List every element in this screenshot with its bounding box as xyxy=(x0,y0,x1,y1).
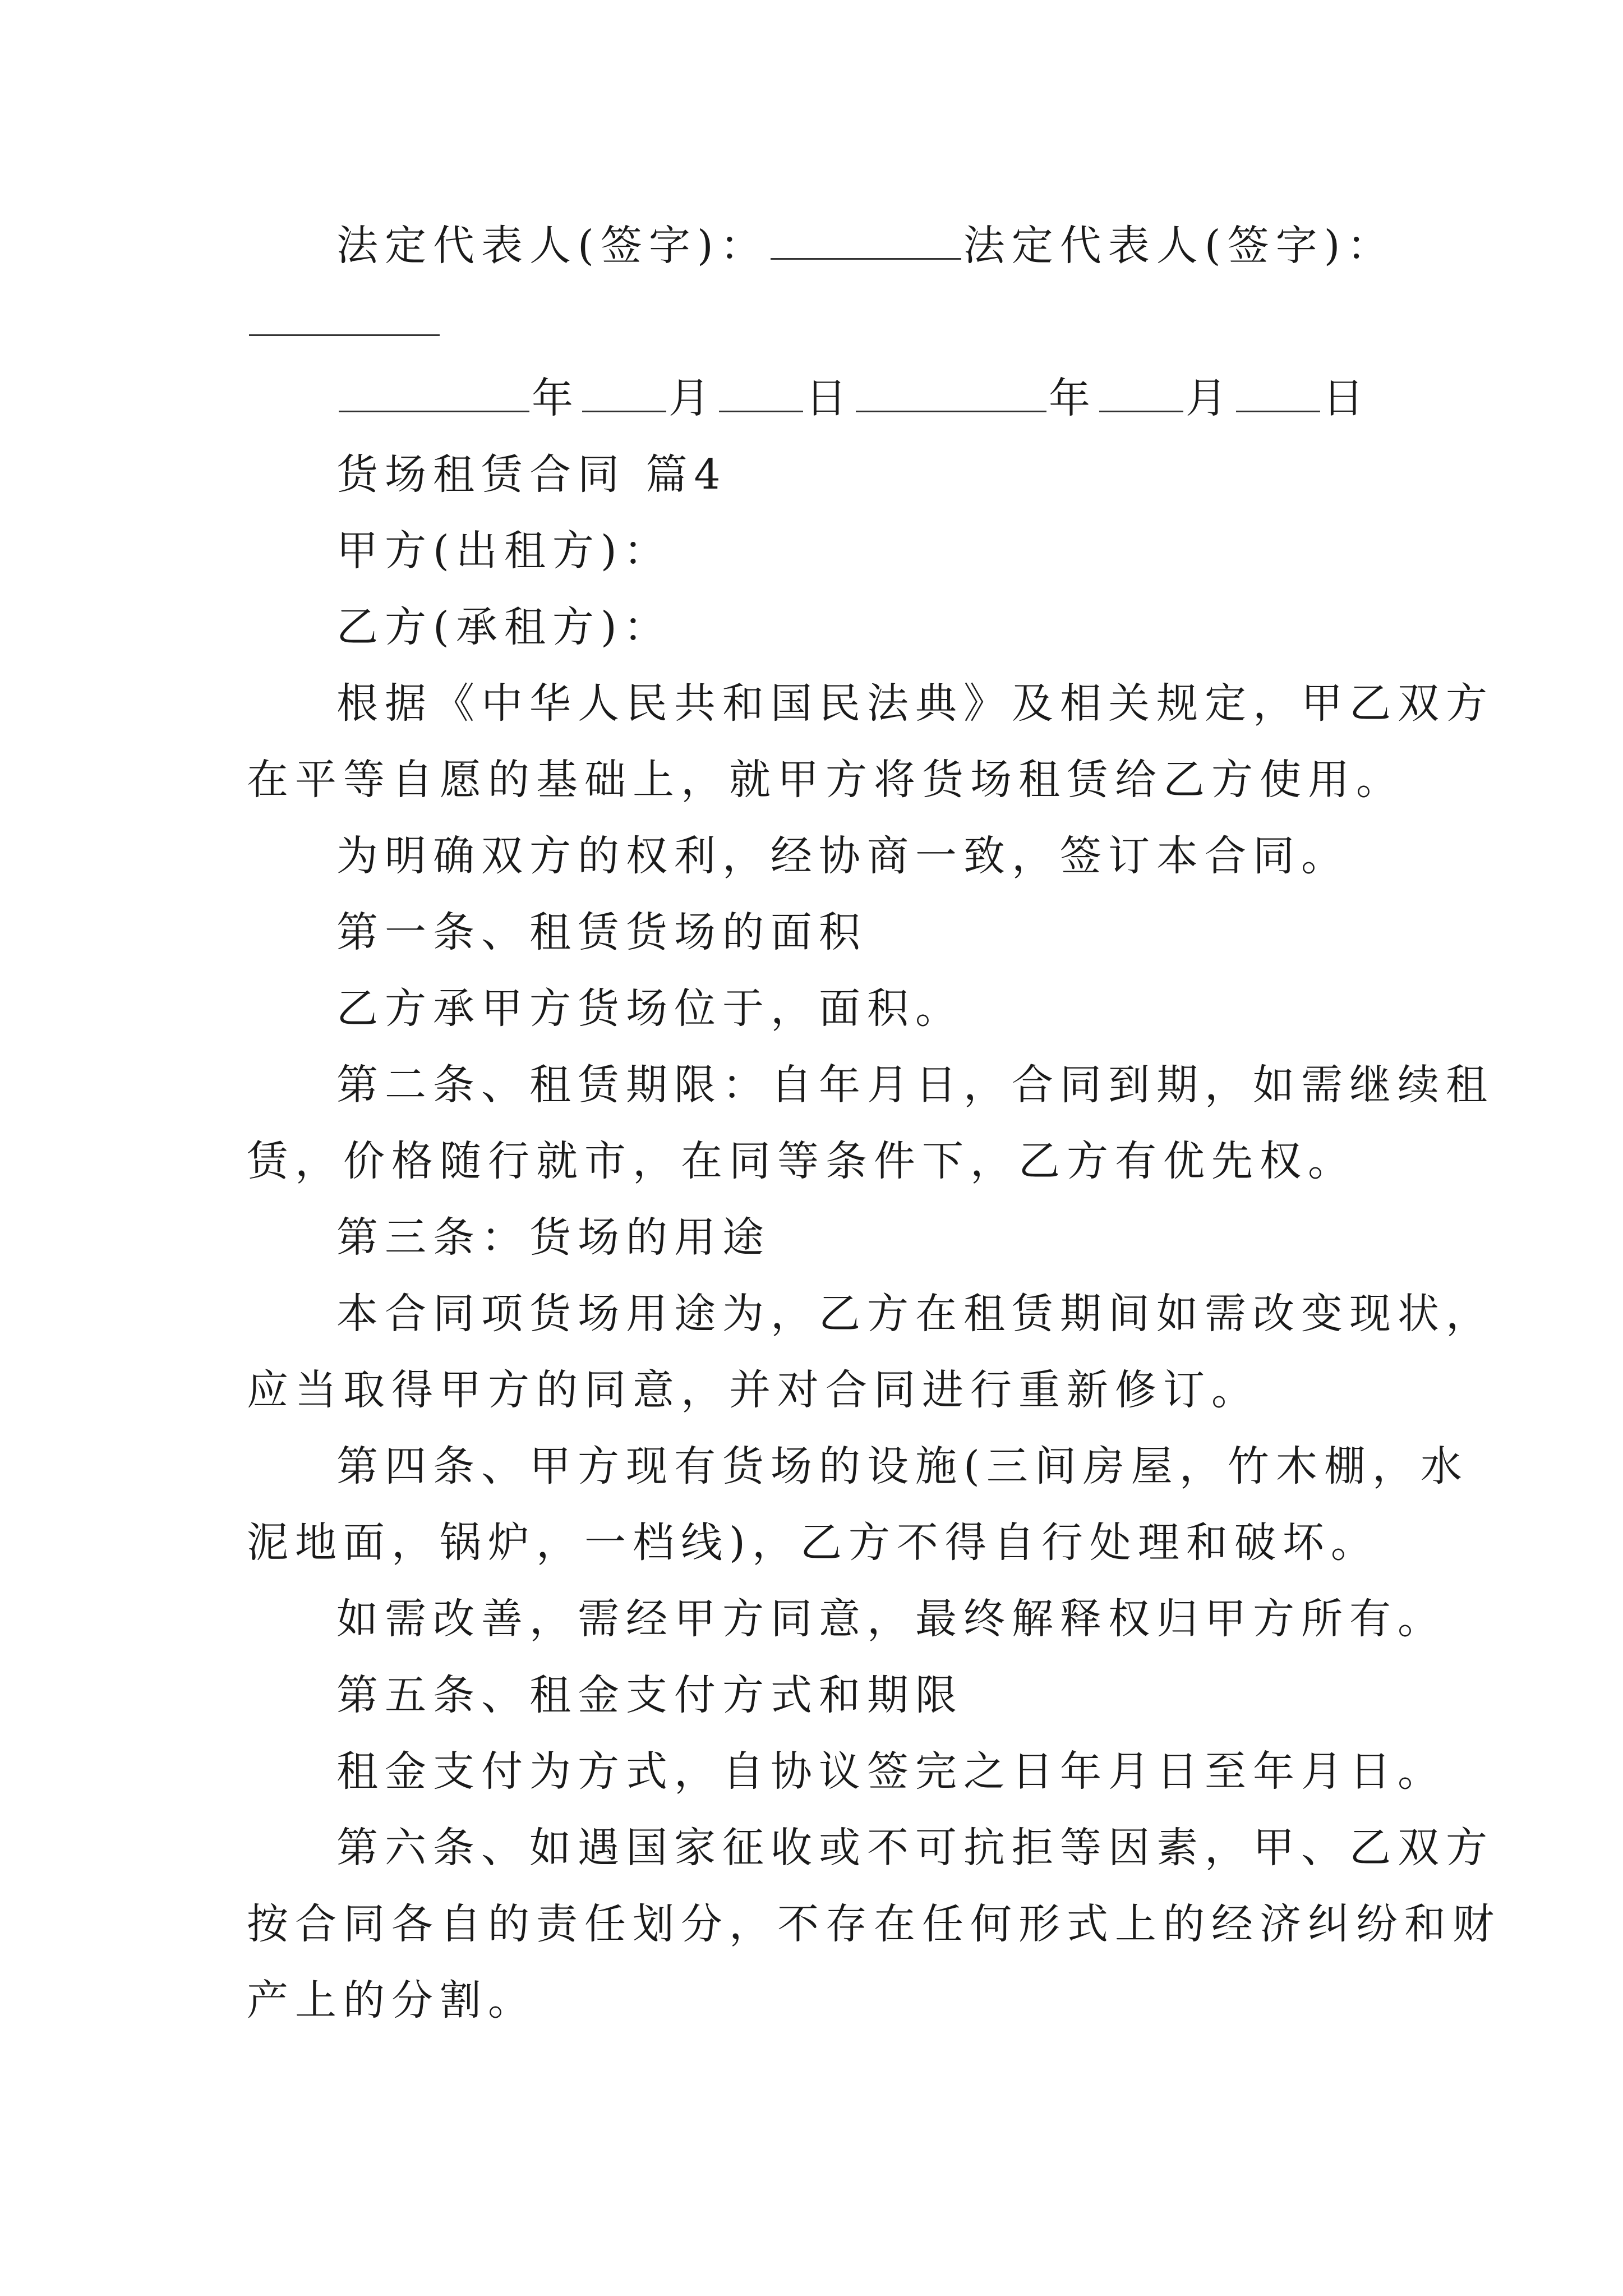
article-1-title: 第一条、租赁货场的面积 xyxy=(336,908,867,956)
date-b-year-label: 年 xyxy=(1049,374,1097,422)
article-3-title: 第三条：货场的用途 xyxy=(336,1213,771,1262)
paragraph-1-line-2: 在平等自愿的基础上，就甲方将货场租赁给乙方使用。 xyxy=(247,756,1404,804)
signature-label-party-a: 法定代表人(签字)： xyxy=(336,222,768,270)
article-5-title: 第五条、租金支付方式和期限 xyxy=(336,1671,963,1719)
article-6-line-2: 按合同各自的责任划分，不存在任何形式上的经济纠纷和财 xyxy=(247,1900,1501,1948)
date-b-year-blank xyxy=(856,371,1046,412)
date-b-day-label: 日 xyxy=(1322,374,1371,422)
signature-blank-line-2 xyxy=(247,284,1396,360)
paragraph-2-line-1: 为明确双方的权利，经协商一致，签订本合同。 xyxy=(336,832,1349,880)
article-6-line-1: 第六条、如遇国家征收或不可抗拒等因素，甲、乙双方 xyxy=(336,1824,1494,1872)
contract-heading: 货场租赁合同 篇4 xyxy=(336,450,727,499)
article-1-body: 乙方承甲方货场位于，面积。 xyxy=(336,984,963,1033)
date-a-day-blank xyxy=(719,371,803,412)
party-a-label: 甲方(出租方)： xyxy=(336,527,672,575)
date-b-day-blank xyxy=(1236,371,1320,412)
article-4-line-1: 第四条、甲方现有货场的设施(三间房屋，竹木棚，水 xyxy=(336,1442,1469,1490)
date-a-year-label: 年 xyxy=(532,374,580,422)
document-body xyxy=(247,208,1501,2039)
date-b-month-blank xyxy=(1099,371,1183,412)
date-a-month-label: 月 xyxy=(668,374,717,422)
article-2-line-1: 第二条、租赁期限：自年月日，合同到期，如需继续租 xyxy=(336,1061,1494,1109)
article-3-body-line-2: 应当取得甲方的同意，并对合同进行重新修订。 xyxy=(247,1366,1260,1414)
article-5-body: 租金支付为方式，自协议签完之日年月日至年月日。 xyxy=(336,1747,1446,1796)
date-line xyxy=(247,360,1396,436)
signature-line xyxy=(247,208,1396,284)
signature-blank-party-a xyxy=(771,219,961,260)
article-3-body-line-1: 本合同项货场用途为，乙方在租赁期间如需改变现状， xyxy=(336,1290,1494,1338)
date-a-year-blank xyxy=(339,371,529,412)
signature-label-party-b: 法定代表人(签字)： xyxy=(963,222,1395,270)
article-4-line-2: 泥地面，锅炉，一档线)，乙方不得自行处理和破坏。 xyxy=(247,1519,1379,1567)
date-b-month-label: 月 xyxy=(1186,374,1234,422)
signature-blank-party-b xyxy=(249,295,440,336)
date-a-day-label: 日 xyxy=(805,374,854,422)
date-a-month-blank xyxy=(582,371,666,412)
article-6-line-3: 产上的分割。 xyxy=(247,1976,536,2024)
party-b-label: 乙方(承租方)： xyxy=(336,603,672,651)
paragraph-1-line-1: 根据《中华人民共和国民法典》及相关规定，甲乙双方 xyxy=(336,679,1494,728)
article-2-line-2: 赁，价格随行就市，在同等条件下，乙方有优先权。 xyxy=(247,1137,1356,1185)
article-4-note: 如需改善，需经甲方同意，最终解释权归甲方所有。 xyxy=(336,1595,1446,1643)
